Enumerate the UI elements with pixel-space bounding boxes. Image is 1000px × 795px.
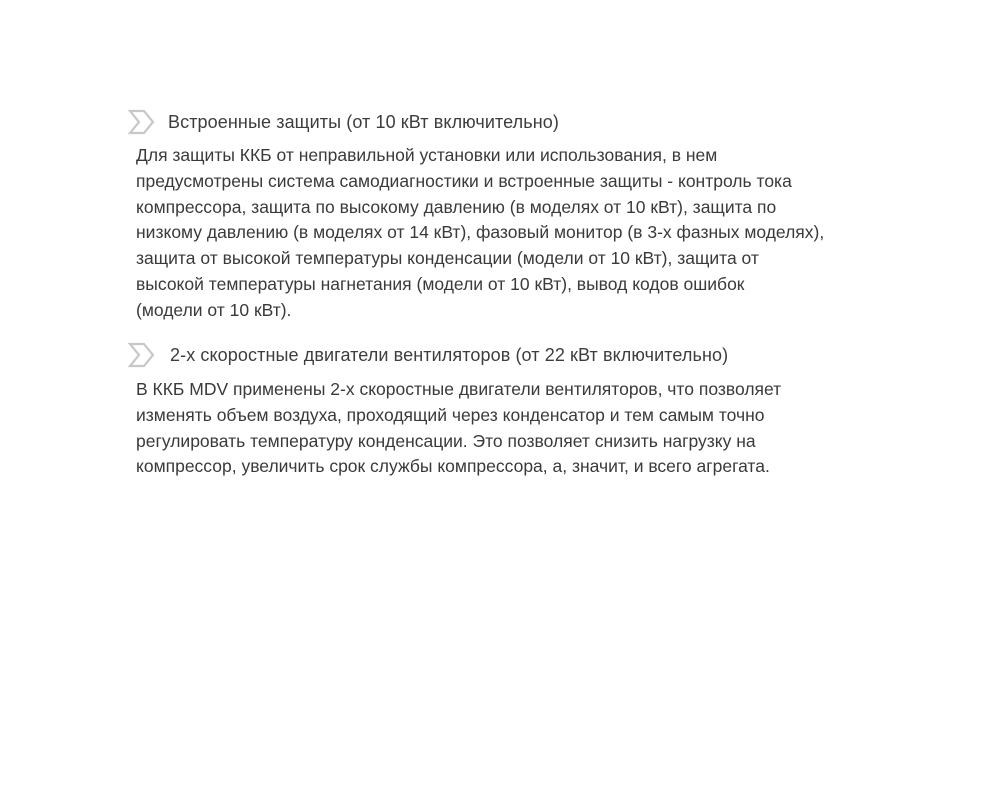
section-title: Встроенные защиты (от 10 кВт включительно) bbox=[168, 111, 559, 132]
body-line: изменять объем воздуха, проходящий через конденсатор и тем самым точно bbox=[136, 404, 765, 425]
body-line: высокой температуры нагнетания (модели от 10 кВт), вывод кодов ошибок bbox=[136, 273, 745, 294]
body-line: предусмотрены система самодиагностики и встроенные защиты - контроль тока bbox=[136, 170, 792, 191]
body-line: (модели от 10 кВт). bbox=[136, 299, 292, 320]
body-line: Для защиты ККБ от неправильной установки или использования, в нем bbox=[136, 145, 718, 165]
chevron-right-outline-icon bbox=[128, 342, 156, 368]
body-line: В ККБ MDV применены 2-х скоростные двигатели вентиляторов, что позволяет bbox=[136, 379, 782, 399]
chevron-right-outline-icon bbox=[128, 109, 156, 135]
body-line: регулировать температуру конденсации. Это позволяет снизить нагрузку на bbox=[136, 430, 756, 451]
body-line: компрессор, увеличить срок службы компрессора, а, значит, и всего агрегата. bbox=[136, 456, 770, 477]
body-line: компрессора, защита по высокому давлению (в моделях от 10 кВт), защита по bbox=[136, 196, 777, 217]
body-line: низкому давлению (в моделях от 14 кВт), фазовый монитор (в 3-х фазных моделях), bbox=[136, 222, 825, 243]
section-title: 2-х скоростные двигатели вентиляторов (от 22 кВт включительно) bbox=[170, 344, 729, 365]
section-body bbox=[136, 143, 916, 324]
section-body bbox=[136, 377, 916, 480]
section-heading bbox=[128, 108, 559, 136]
body-line: защита от высокой температуры конденсации (модели от 10 кВт), защита от bbox=[136, 248, 759, 269]
section-heading bbox=[128, 341, 728, 369]
